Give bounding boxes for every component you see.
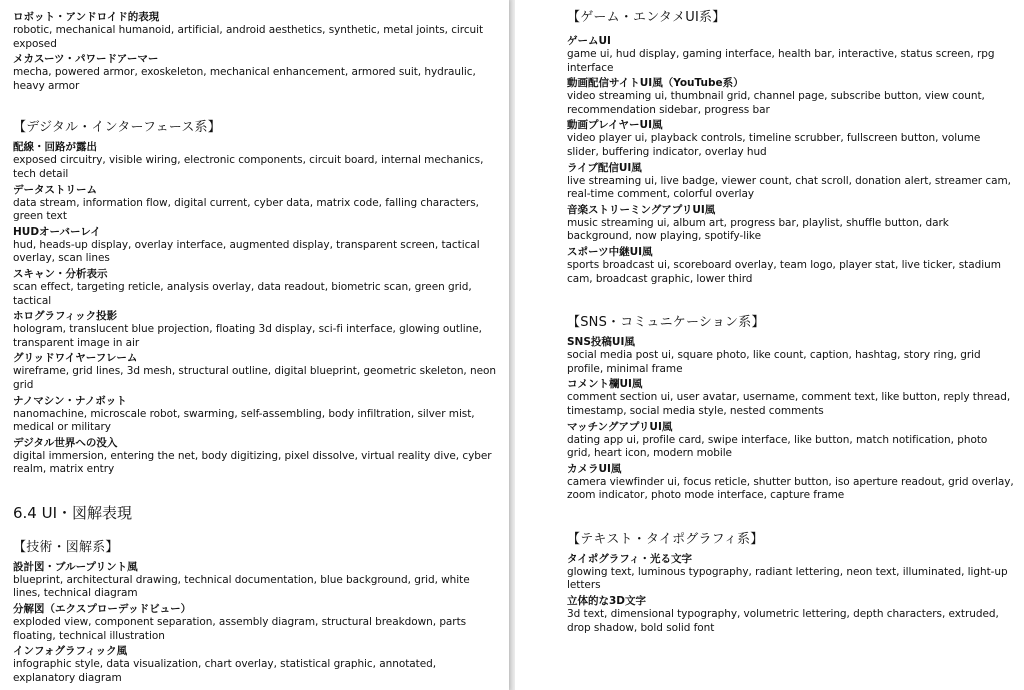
- list-item: [13, 140, 499, 181]
- list-item: [13, 644, 499, 685]
- entry-description: wireframe, grid lines, 3d mesh, structural outline, digital blueprint, geometric skeleton, neon grid: [13, 365, 497, 391]
- entry-title: 設計図・ブループリント風: [13, 560, 138, 573]
- entry-title: ナノマシン・ナノボット: [13, 394, 127, 407]
- entry-description: music streaming ui, album art, progress bar, playlist, shuffle button, dark background, now playing, spotify-like: [567, 216, 949, 243]
- entry-description: nanomachine, microscale robot, swarming, self-assembling, body infiltration, silver mist, medical or military: [13, 407, 475, 434]
- entry-title: スキャン・分析表示: [13, 267, 108, 280]
- list-item: [567, 594, 1014, 635]
- entry-title: HUDオーバーレイ: [13, 225, 101, 238]
- list-item: [567, 335, 1014, 376]
- typography-entry-list: [567, 552, 1014, 635]
- entry-description: blueprint, architectural drawing, technical documentation, blue background, grid, white lines, technical diagram: [13, 573, 470, 600]
- left-page: [0, 0, 509, 690]
- list-item: [13, 183, 499, 224]
- entry-title: メカスーツ・パワードアーマー: [13, 53, 159, 66]
- category-heading-technical: 【技術・図解系】: [13, 539, 119, 555]
- entry-title: カメラUI風: [567, 462, 622, 475]
- entry-description: 3d text, dimensional typography, volumetric lettering, depth characters, extruded, drop shadow, bold solid font: [567, 608, 999, 634]
- list-item: [13, 560, 499, 601]
- list-item: [567, 245, 1014, 286]
- entry-description: video streaming ui, thumbnail grid, channel page, subscribe button, view count, recommendation sidebar, progress bar: [567, 90, 985, 116]
- list-item: [13, 394, 499, 435]
- entry-description: comment section ui, user avatar, username, comment text, like button, reply thread, timestamp, social media style, nested comments: [567, 391, 1011, 417]
- list-item: [13, 436, 499, 477]
- entry-description: glowing text, luminous typography, radiant lettering, neon text, illuminated, light-up letters: [567, 565, 1008, 592]
- entry-title: コメント欄UI風: [567, 378, 643, 391]
- entry-description: exposed circuitry, visible wiring, electronic components, circuit board, internal mechanics, tech detail: [13, 154, 484, 180]
- entry-robot: [13, 10, 499, 51]
- category-heading-digital: 【デジタル・インターフェース系】: [13, 120, 221, 136]
- entry-title: ライブ配信UI風: [567, 161, 642, 174]
- list-item: [567, 462, 1014, 503]
- entry-title: インフォグラフィック風: [13, 645, 128, 658]
- list-item: [13, 309, 499, 350]
- game-entry-list: [567, 34, 1014, 286]
- entry-description: hologram, translucent blue projection, floating 3d display, sci-fi interface, glowing outline, transparent image in air: [13, 323, 482, 349]
- entry-title: ゲームUI: [567, 35, 611, 47]
- entry-title: ロボット・アンドロイド的表現: [13, 11, 160, 23]
- entry-title: デジタル世界への没入: [13, 436, 118, 449]
- entry-title: 動画配信サイトUI風（YouTube系）: [567, 77, 744, 90]
- entry-title: 立体的な3D文字: [567, 595, 647, 608]
- entry-description: infographic style, data visualization, chart overlay, statistical graphic, annotated, explanatory diagram: [13, 658, 437, 684]
- list-item: [567, 377, 1014, 418]
- category-heading-typography: 【テキスト・タイポグラフィ系】: [567, 531, 764, 547]
- right-page: [515, 0, 1024, 690]
- category-heading-game: 【ゲーム・エンタメUI系】: [567, 10, 726, 25]
- entry-title: SNS投稿UI風: [567, 336, 635, 349]
- entry-description: hud, heads-up display, overlay interface, augmented display, transparent screen, tactical overlay, scan lines: [13, 238, 480, 265]
- list-item: [567, 161, 1014, 202]
- technical-entry-list: [13, 560, 499, 686]
- entry-title: マッチングアプリUI風: [567, 420, 673, 433]
- list-item: [13, 602, 499, 643]
- entry-description: scan effect, targeting reticle, analysis overlay, data readout, biometric scan, green grid, tactical: [13, 280, 472, 307]
- entry-title: 動画プレイヤーUI風: [567, 119, 663, 132]
- entry-mecha: [13, 52, 499, 93]
- list-item: [567, 203, 1014, 244]
- list-item: [13, 351, 499, 392]
- entry-description: sports broadcast ui, scoreboard overlay, team logo, player stat, live ticker, stadium cam, broadcast graphic, lower third: [567, 258, 1001, 285]
- entry-description: exploded view, component separation, assembly diagram, structural breakdown, parts floating, technical illustration: [13, 616, 467, 642]
- entry-description: camera viewfinder ui, focus reticle, shutter button, iso aperture readout, grid overlay, zoom indicator, photo mode interface, capture frame: [567, 475, 1014, 502]
- digital-entry-list: [13, 140, 499, 477]
- entry-title: データストリーム: [13, 183, 97, 196]
- entry-title: 音楽ストリーミングアプリUI風: [567, 203, 716, 216]
- entry-description: dating app ui, profile card, swipe interface, like button, match notification, photo grid, heart icon, modern mobile: [567, 433, 988, 460]
- list-item: [567, 118, 1014, 159]
- list-item: [567, 34, 1014, 75]
- entry-title: グリッドワイヤーフレーム: [13, 352, 138, 365]
- sns-entry-list: [567, 335, 1014, 503]
- list-item: [567, 76, 1014, 117]
- entry-description: game ui, hud display, gaming interface, health bar, interactive, status screen, rpg interface: [567, 48, 995, 74]
- entry-description: live streaming ui, live badge, viewer count, chat scroll, donation alert, streamer cam, real-time comment, colorful overlay: [567, 174, 1011, 201]
- entry-title: 分解図（エクスプローデッドビュー）: [13, 603, 192, 616]
- entry-description: robotic, mechanical humanoid, artificial, android aesthetics, synthetic, metal joints, circuit exposed: [13, 24, 484, 50]
- entry-title: ホログラフィック投影: [13, 310, 118, 323]
- category-heading-sns: 【SNS・コミュニケーション系】: [567, 315, 765, 331]
- list-item: [567, 420, 1014, 461]
- entry-title: スポーツ中継UI風: [567, 245, 653, 258]
- list-item: [13, 267, 499, 308]
- entry-description: data stream, information flow, digital current, cyber data, matrix code, falling characters, green text: [13, 196, 479, 223]
- entry-description: mecha, powered armor, exoskeleton, mechanical enhancement, armored suit, hydraulic, heavy armor: [13, 66, 476, 92]
- list-item: [567, 552, 1014, 593]
- entry-description: digital immersion, entering the net, body digitizing, pixel dissolve, virtual reality dive, cyber realm, matrix entry: [13, 449, 492, 476]
- entry-title: タイポグラフィ・光る文字: [567, 552, 692, 565]
- entry-description: social media post ui, square photo, like count, caption, hashtag, story ring, grid profile, minimal frame: [567, 349, 981, 375]
- section-heading: 6.4 UI・図解表現: [13, 503, 133, 522]
- entry-description: video player ui, playback controls, timeline scrubber, fullscreen button, volume slider, buffering indicator, overlay hud: [567, 132, 981, 158]
- entry-title: 配線・回路が露出: [13, 141, 97, 154]
- list-item: [13, 225, 499, 266]
